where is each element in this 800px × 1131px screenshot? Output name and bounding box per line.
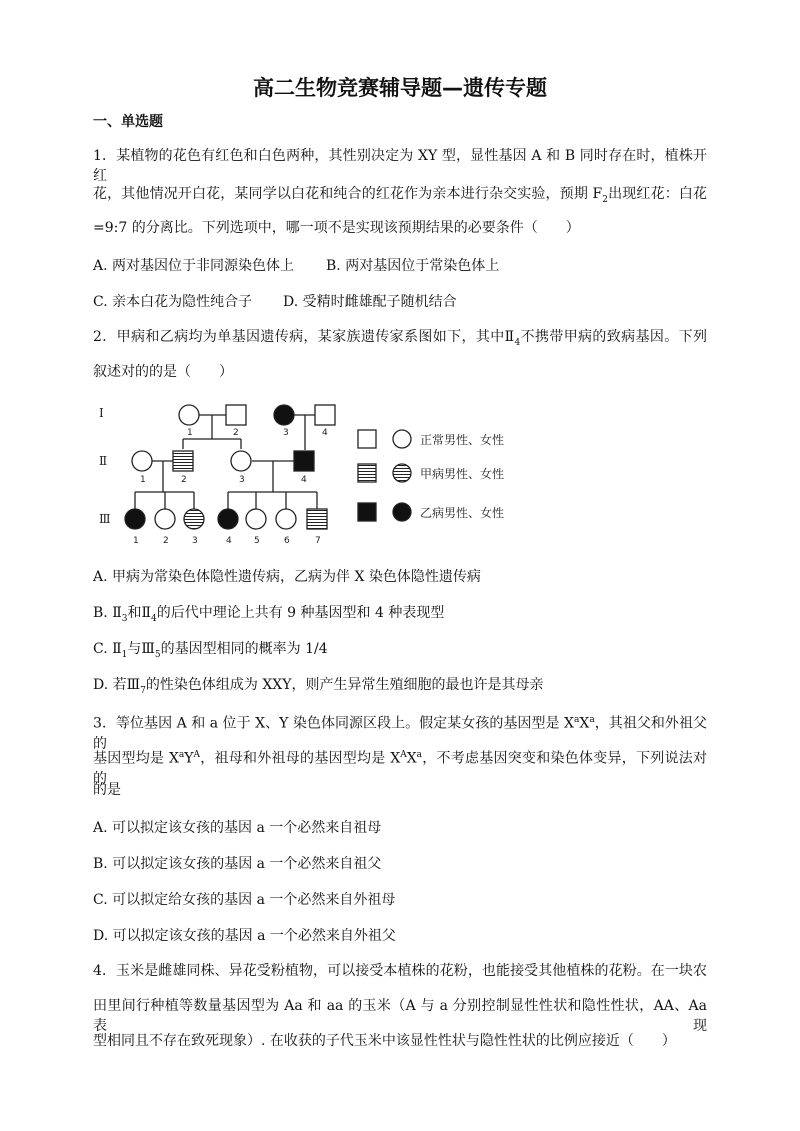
person-number: 3 xyxy=(283,428,289,438)
text: 的性染色体组成为 XXY，则产生异常生殖细胞的最也许是其母亲 xyxy=(145,677,544,693)
q1-line-1: 1．某植物的花色有红色和白色两种，其性别决定为 XY 型，显性基因 A 和 B 同时存在时，植株开红 xyxy=(93,148,707,184)
q3-option-d: D. 可以拟定该女孩的基因 a 一个必然来自外祖父 xyxy=(93,928,396,944)
q1-option-a: A. 两对基因位于非同源染色体上 xyxy=(93,258,295,274)
text: 和Ⅱ xyxy=(127,605,151,621)
q3-option-a: A. 可以拟定该女孩的基因 a 一个必然来自祖母 xyxy=(93,820,382,836)
person-III1-female-disease-b xyxy=(125,509,145,529)
text: 3．等位基因 A 和 a 位于 X、Y 染色体同源区段上。假定某女孩的基因型是 X xyxy=(93,715,574,732)
legend-disease-b-male xyxy=(358,503,376,521)
person-number: 4 xyxy=(226,536,232,546)
superscript: a xyxy=(574,715,580,725)
person-number: 2 xyxy=(233,428,239,438)
person-III2-female-normal xyxy=(155,509,175,529)
q4-line-2: 田里间行种植等数量基因型为 Aa 和 aa 的玉米（A 与 a 分别控制显性性状和隐性性状，AA、Aa 表现 xyxy=(93,998,707,1034)
person-II4-male-disease-b xyxy=(294,451,314,471)
text: ，其祖父和外祖父的 xyxy=(93,715,707,752)
text: B. Ⅱ xyxy=(93,605,122,621)
subscript: 4 xyxy=(150,613,157,624)
person-number: 1 xyxy=(133,536,139,546)
person-number: 2 xyxy=(181,475,187,485)
generation-label-1: Ⅰ xyxy=(99,406,104,420)
q4-line-3: 型相同且不存在致死现象）. 在收获的子代玉米中该显性性状与隐性性状的比例应接近（ ） xyxy=(93,1033,676,1049)
text: ，祖母和外祖母的基因型均是 X xyxy=(200,750,401,767)
subscript: 5 xyxy=(154,649,161,660)
generation-label-3: Ⅲ xyxy=(99,512,111,526)
pedigree-chart xyxy=(93,395,533,555)
person-I3-female-disease-b xyxy=(274,405,294,425)
text: ，不考虑基因突变和染色体变异，下列说法对的 xyxy=(93,750,708,787)
superscript: A xyxy=(193,750,201,760)
person-I1-female-normal xyxy=(179,405,199,425)
person-II2-male-disease-a xyxy=(173,451,193,471)
q3-line-2 xyxy=(93,745,707,789)
person-number: 1 xyxy=(140,475,146,485)
legend-normal-male xyxy=(358,430,376,448)
text: X xyxy=(406,750,417,767)
superscript: a xyxy=(589,715,595,725)
person-III5-female-normal xyxy=(246,509,266,529)
q1-option-c: C. 亲本白花为隐性纯合子 xyxy=(93,294,253,310)
q2-line-1 xyxy=(93,327,707,353)
person-II1-female-normal xyxy=(132,451,152,471)
person-number: 4 xyxy=(322,428,328,438)
section-heading: 一、单选题 xyxy=(93,114,163,130)
q2-option-b xyxy=(93,602,444,624)
person-number: 4 xyxy=(301,475,307,485)
q4-line-1: 4．玉米是雌雄同株、异花受粉植物，可以接受本植株的花粉，也能接受其他植株的花粉。在一块农 xyxy=(93,963,707,979)
legend-disease-a-label: 甲病男性、女性 xyxy=(420,467,505,481)
text: 与Ⅲ xyxy=(127,641,155,657)
q2-option-c xyxy=(93,638,328,660)
legend-normal-label: 正常男性、女性 xyxy=(420,433,505,447)
superscript: a xyxy=(416,750,423,760)
q1-line-2 xyxy=(93,184,707,210)
q2-line-1-text: 2．甲病和乙病均为单基因遗传病，某家族遗传家系图如下，其中Ⅱ xyxy=(93,329,515,345)
legend-disease-a-female xyxy=(393,464,411,482)
q2-option-d xyxy=(93,674,544,696)
q3-line-3: 的是 xyxy=(93,782,121,798)
subscript: 2 xyxy=(602,194,608,205)
q2-option-a: A. 甲病为常染色体隐性遗传病，乙病为伴 X 染色体隐性遗传病 xyxy=(93,569,481,585)
person-I2-male-normal xyxy=(226,405,246,425)
subscript: 3 xyxy=(121,613,128,624)
q2-line-1-text-b: 不携带甲病的致病基因。下列 xyxy=(520,329,708,345)
q1-option-d: D. 受精时雌雄配子随机结合 xyxy=(283,294,457,310)
q3-option-c: C. 可以拟定给女孩的基因 a 一个必然来自外祖母 xyxy=(93,892,396,908)
text: Y xyxy=(184,750,194,767)
text: X xyxy=(579,715,590,732)
legend-normal-female xyxy=(393,430,411,448)
person-II3-female-normal xyxy=(231,451,251,471)
legend-disease-a-male xyxy=(358,464,376,482)
q1-line-3: =9:7 的分离比。下列选项中，哪一项不是实现该预期结果的必要条件（ ） xyxy=(93,220,580,236)
superscript: a xyxy=(178,750,185,760)
text: D. 若Ⅲ xyxy=(93,677,141,693)
q1-option-b: B. 两对基因位于常染色体上 xyxy=(326,258,500,274)
person-III7-male-disease-a xyxy=(307,509,327,529)
q1-line-2-text-b: 出现红花：白花 xyxy=(608,186,707,202)
subscript: 7 xyxy=(140,685,146,696)
person-III4-female-disease-b xyxy=(218,509,238,529)
text: 基因型均是 X xyxy=(93,750,179,767)
superscript: A xyxy=(400,750,407,760)
legend-disease-b-label: 乙病男性、女性 xyxy=(420,506,505,520)
person-number: 3 xyxy=(192,536,198,546)
person-I4-male-normal xyxy=(315,405,335,425)
text: 的基因型相同的概率为 1/4 xyxy=(160,641,328,657)
subscript: 1 xyxy=(121,649,128,660)
q3-option-b: B. 可以拟定该女孩的基因 a 一个必然来自祖父 xyxy=(93,856,382,872)
legend-disease-b-female xyxy=(393,503,411,521)
generation-label-2: Ⅱ xyxy=(99,454,108,468)
page-title: 高二生物竞赛辅导题—遗传专题 xyxy=(253,76,547,100)
person-number: 2 xyxy=(163,536,169,546)
pedigree-lines xyxy=(135,415,317,509)
person-number: 7 xyxy=(315,536,321,546)
text: 的后代中理论上共有 9 种基因型和 4 种表现型 xyxy=(156,605,445,621)
text: C. Ⅱ xyxy=(93,641,122,657)
person-III3-female-disease-a xyxy=(184,509,204,529)
person-number: 3 xyxy=(239,475,245,485)
person-number: 1 xyxy=(187,428,193,438)
q2-line-2: 叙述对的的是（ ） xyxy=(93,364,233,380)
person-number: 5 xyxy=(254,536,260,546)
person-III6-female-normal xyxy=(276,509,296,529)
person-number: 6 xyxy=(284,536,290,546)
subscript: 4 xyxy=(514,337,521,348)
q1-line-2-text: 花，其他情况开白花，某同学以白花和纯合的红花作为亲本进行杂交实验，预期 F xyxy=(93,186,603,202)
